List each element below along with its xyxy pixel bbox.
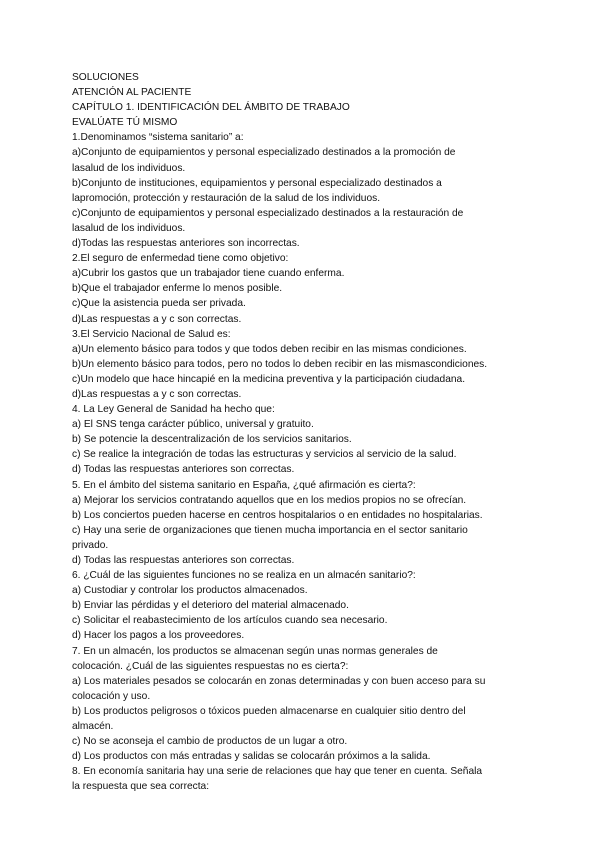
answer-text: a) Mejorar los servicios contratando aquellos que en los medios propios no se ofrecían. bbox=[72, 494, 467, 506]
answer-text: a)Conjunto de equipamientos y personal especializado destinados a la promoción de bbox=[72, 147, 456, 159]
answer-text: almacén. bbox=[72, 721, 114, 733]
answer-text: b) Se potencie la descentralización de los servicios sanitarios. bbox=[72, 434, 352, 446]
question-8: 8. En economía sanitaria hay una serie de relaciones que hay que tener en cuenta. Señala bbox=[72, 766, 483, 778]
answer-text: lasalud de los individuos. bbox=[72, 162, 186, 174]
chapter-title: CAPÍTULO 1. IDENTIFICACIÓN DEL ÁMBITO DE TRABAJO bbox=[72, 102, 350, 114]
answer-text: c)Que la asistencia pueda ser privada. bbox=[72, 298, 246, 310]
answer-text: d) Hacer los pagos a los proveedores. bbox=[72, 630, 245, 642]
question-5: 5. En el ámbito del sistema sanitario en España, ¿qué afirmación es cierta?: bbox=[72, 479, 416, 491]
answer-text: d)Las respuestas a y c son correctas. bbox=[72, 388, 242, 400]
answer-text: b) Los productos peligrosos o tóxicos pueden almacenarse en cualquier sitio dentro del bbox=[72, 705, 466, 717]
answer-text: c) Se realice la integración de todas las estructuras y servicios al servicio de la salud. bbox=[72, 449, 457, 461]
answer-text: a) Los materiales pesados se colocarán en zonas determinadas y con buen acceso para su bbox=[72, 675, 486, 687]
question-3: 3.El Servicio Nacional de Salud es: bbox=[72, 328, 231, 340]
answer-text: b) Enviar las pérdidas y el deterioro del material almacenado. bbox=[72, 600, 349, 612]
answer-text: b)Conjunto de instituciones, equipamientos y personal especializado destinados a bbox=[72, 177, 442, 189]
answer-text: privado. bbox=[72, 539, 109, 551]
answer-text: c) Solicitar el reabastecimiento de los artículos cuando sea necesario. bbox=[72, 615, 388, 627]
answer-text: lasalud de los individuos. bbox=[72, 222, 186, 234]
answer-text: d) Todas las respuestas anteriores son correctas. bbox=[72, 464, 295, 476]
answer-text: colocación y uso. bbox=[72, 690, 151, 702]
answer-text: d) Los productos con más entradas y salidas se colocarán próximos a la salida. bbox=[72, 751, 431, 763]
answer-text: a)Cubrir los gastos que un trabajador tiene cuando enferma. bbox=[72, 268, 345, 280]
answer-text: b)Que el trabajador enferme lo menos posible. bbox=[72, 283, 283, 295]
answer-text: a) El SNS tenga carácter público, universal y gratuito. bbox=[72, 419, 314, 431]
answer-text: b) Los conciertos pueden hacerse en centros hospitalarios o en entidades no hospitalarias. bbox=[72, 509, 483, 521]
answer-text: lapromoción, protección y restauración de la salud de los individuos. bbox=[72, 192, 381, 204]
answer-text: b)Un elemento básico para todos, pero no todos lo deben recibir en las mismascondiciones. bbox=[72, 358, 488, 370]
answer-text: c) No se aconseja el cambio de productos de un lugar a otro. bbox=[72, 736, 348, 748]
answer-text: c)Un modelo que hace hincapié en la medicina preventiva y la participación ciudadana. bbox=[72, 373, 466, 385]
answer-text: la respuesta que sea correcta: bbox=[72, 781, 210, 793]
question-7: 7. En un almacén, los productos se almacenan según unas normas generales de bbox=[72, 645, 438, 657]
section-title: EVALÚATE TÚ MISMO bbox=[72, 117, 178, 129]
question-6: 6. ¿Cuál de las siguientes funciones no se realiza en un almacén sanitario?: bbox=[72, 570, 416, 582]
document-label: SOLUCIONES bbox=[72, 72, 139, 83]
answer-text: c)Conjunto de equipamientos y personal especializado destinados a la restauración de bbox=[72, 207, 464, 219]
answer-text: d) Todas las respuestas anteriores son correctas. bbox=[72, 555, 295, 566]
answer-text: c) Hay una serie de organizaciones que tienen mucha importancia en el sector sanitario bbox=[72, 524, 468, 536]
document-page bbox=[72, 70, 532, 795]
answer-text: colocación. ¿Cuál de las siguientes respuestas no es cierta?: bbox=[72, 660, 349, 672]
answer-text: d)Las respuestas a y c son correctas. bbox=[72, 313, 242, 325]
answer-text: d)Todas las respuestas anteriores son incorrectas. bbox=[72, 238, 300, 250]
module-title: ATENCIÓN AL PACIENTE bbox=[72, 87, 192, 99]
question-1: 1.Denominamos “sistema sanitario” a: bbox=[72, 132, 244, 144]
question-2: 2.El seguro de enfermedad tiene como objetivo: bbox=[72, 253, 289, 265]
answer-text: a) Custodiar y controlar los productos almacenados. bbox=[72, 585, 308, 597]
question-4: 4. La Ley General de Sanidad ha hecho que: bbox=[72, 404, 275, 416]
answer-text: a)Un elemento básico para todos y que todos deben recibir en las mismas condiciones. bbox=[72, 343, 467, 355]
